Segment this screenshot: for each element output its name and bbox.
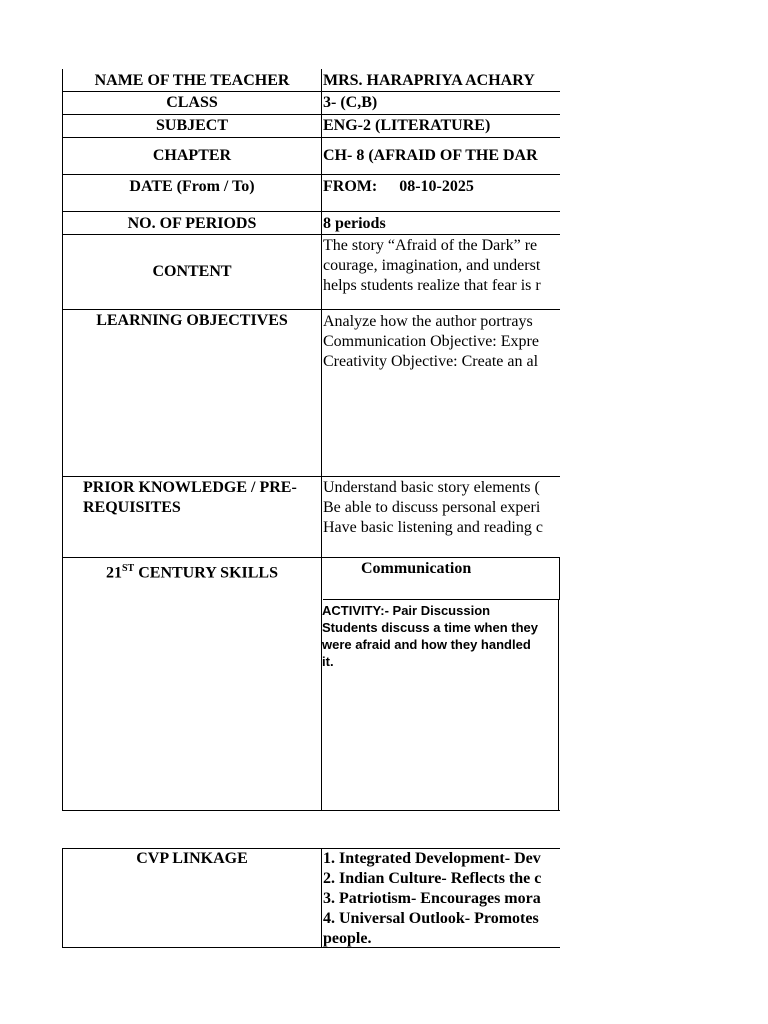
class-label: CLASS xyxy=(62,92,322,114)
periods-row xyxy=(62,212,560,234)
activity-cell: ACTIVITY:- Pair Discussion Students discuss a time when they were afraid and how they handled it. xyxy=(322,600,559,810)
teacher-value: MRS. HARAPRIYA ACHARY xyxy=(323,72,535,89)
date-from-label: FROM: xyxy=(323,178,378,195)
teacher-label: NAME OF THE TEACHER xyxy=(62,69,322,91)
objectives-row xyxy=(62,310,560,476)
chapter-value: CH- 8 (AFRAID OF THE DAR xyxy=(323,147,538,164)
class-value: 3- (C,B) xyxy=(323,94,378,111)
date-value xyxy=(322,175,560,211)
subject-value: ENG-2 (LITERATURE) xyxy=(323,117,491,134)
class-row xyxy=(62,92,560,114)
table-rule xyxy=(62,810,560,811)
content-label: CONTENT xyxy=(62,235,322,309)
chapter-row xyxy=(62,138,560,174)
content-row xyxy=(62,235,560,309)
periods-value: 8 periods xyxy=(323,215,386,232)
teacher-row xyxy=(62,69,560,91)
periods-label: NO. OF PERIODS xyxy=(62,212,322,234)
date-label: DATE (From / To) xyxy=(62,175,322,211)
cvp-value: 1. Integrated Development- Dev 2. Indian Culture- Reflects the c 3. Patriotism- Encourages mora 4. Universal Outlook- Promotes people. xyxy=(323,850,542,947)
subject-row xyxy=(62,115,560,137)
cvp-label: CVP LINKAGE xyxy=(62,849,322,947)
skills-label: 21ST CENTURY SKILLS xyxy=(62,558,322,810)
skill-name-cell xyxy=(323,558,560,600)
date-from-value: 08-10-2025 xyxy=(399,178,474,195)
date-row xyxy=(62,175,560,211)
content-value: The story “Afraid of the Dark” re courage, imagination, and underst helps students realize that fear is r xyxy=(323,237,541,294)
prior-knowledge-row xyxy=(62,477,560,557)
skills-value xyxy=(322,558,560,810)
skill-name: Communication xyxy=(361,560,472,577)
cvp-row xyxy=(62,849,560,947)
objectives-label: LEARNING OBJECTIVES xyxy=(62,310,322,476)
prior-knowledge-label: PRIOR KNOWLEDGE / PRE- REQUISITES xyxy=(62,477,322,557)
objectives-value: Analyze how the author portrays Communication Objective: Expre Creativity Objective: Create an al xyxy=(323,313,539,370)
skills-row xyxy=(62,558,560,810)
prior-knowledge-value: Understand basic story elements ( Be able to discuss personal experi Have basic listening and reading c xyxy=(323,479,543,536)
chapter-label: CHAPTER xyxy=(62,138,322,174)
subject-label: SUBJECT xyxy=(62,115,322,137)
